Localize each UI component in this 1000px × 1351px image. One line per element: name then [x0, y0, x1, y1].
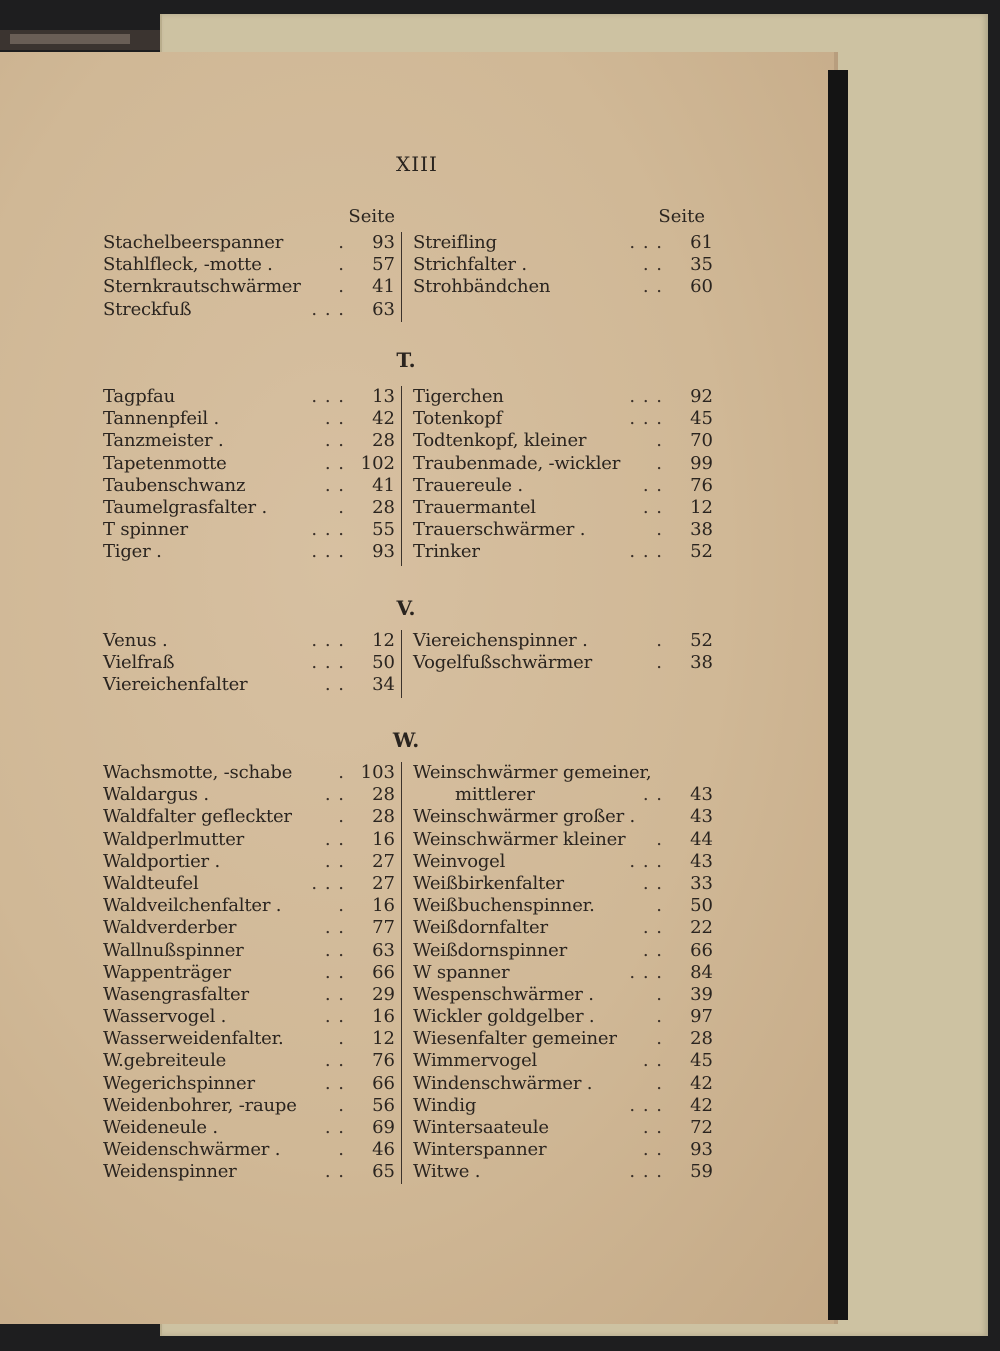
- entry-page-number: 43: [690, 850, 713, 872]
- entry-leader-dots: .: [338, 1139, 345, 1161]
- entry-name: Waldfalter gefleckter: [103, 806, 292, 828]
- entry-page-number: 77: [372, 917, 395, 939]
- index-entry: [103, 630, 395, 652]
- section-s-left-column: [103, 232, 395, 321]
- entry-page-number: 93: [690, 1139, 713, 1161]
- index-entry: [103, 829, 395, 851]
- entry-leader-dots: .: [656, 652, 663, 674]
- section-letter-v: V.: [396, 596, 416, 620]
- entry-leader-dots: .: [656, 519, 663, 541]
- index-entry: [413, 962, 713, 984]
- entry-leader-dots: .: [656, 895, 663, 917]
- entry-page-number: 28: [372, 806, 395, 828]
- index-entry: [103, 475, 395, 497]
- entry-leader-dots: .: [338, 762, 345, 783]
- index-entry: [103, 408, 395, 430]
- entry-page-number: 27: [372, 850, 395, 872]
- entry-leader-dots: .: [338, 1028, 345, 1050]
- entry-leader-dots: . .: [324, 917, 345, 939]
- entry-page-number: 66: [372, 1072, 395, 1094]
- entry-leader-dots: . . .: [311, 298, 345, 320]
- entry-page-number: 45: [690, 408, 713, 430]
- index-entry: [103, 806, 395, 828]
- section-w-left-column: [103, 762, 395, 1184]
- entry-leader-dots: . .: [324, 1050, 345, 1072]
- entry-name: Tiger .: [103, 541, 162, 563]
- entry-leader-dots: .: [656, 983, 663, 1005]
- entry-page-number: 28: [372, 784, 395, 806]
- entry-name: Wachsmotte, -schabe: [103, 762, 293, 783]
- entry-page-number: 28: [690, 1028, 713, 1050]
- entry-page-number: 35: [690, 254, 713, 276]
- entry-page-number: 34: [372, 674, 395, 696]
- index-entry: [413, 1050, 713, 1072]
- column-divider: [401, 630, 402, 698]
- entry-page-number: 12: [690, 496, 713, 518]
- index-entry: [103, 1095, 395, 1117]
- index-entry: [413, 917, 713, 939]
- entry-leader-dots: .: [656, 452, 663, 474]
- entry-name: Wappenträger: [103, 961, 231, 983]
- entry-page-number: 70: [690, 430, 713, 452]
- index-entry: [413, 762, 713, 784]
- index-entry: [103, 674, 395, 696]
- entry-page-number: 61: [690, 232, 713, 253]
- entry-page-number: 16: [372, 1006, 395, 1028]
- entry-name: Sternkrautschwärmer: [103, 276, 301, 298]
- entry-name: Weinvogel: [413, 850, 506, 872]
- entry-leader-dots: . . .: [311, 652, 345, 674]
- entry-name: Viereichenspinner .: [413, 630, 588, 651]
- entry-page-number: 84: [690, 961, 713, 983]
- entry-leader-dots: . .: [642, 939, 663, 961]
- index-entry: [103, 430, 395, 452]
- index-entry: [413, 806, 713, 828]
- entry-page-number: 93: [372, 232, 395, 253]
- entry-leader-dots: . .: [642, 254, 663, 276]
- index-entry: [103, 784, 395, 806]
- entry-page-number: 42: [690, 1072, 713, 1094]
- entry-name: Weidenschwärmer .: [103, 1139, 281, 1161]
- entry-name: Weinschwärmer großer .: [413, 806, 636, 828]
- seite-header-left: Seite: [348, 206, 395, 227]
- index-entry: [103, 1006, 395, 1028]
- entry-name: Wasserweidenfalter.: [103, 1028, 284, 1050]
- index-entry: [103, 497, 395, 519]
- section-t-left-column: [103, 386, 395, 564]
- index-entry: [103, 519, 395, 541]
- entry-name: Weißdornfalter: [413, 917, 548, 939]
- entry-name: Weißbuchenspinner.: [413, 895, 595, 917]
- entry-name: Windig: [413, 1094, 477, 1116]
- entry-name: Witwe .: [413, 1161, 481, 1183]
- entry-leader-dots: .: [656, 1006, 663, 1028]
- entry-name: Traubenmade, -wickler: [413, 452, 621, 474]
- section-s-right-column: [413, 232, 713, 299]
- entry-leader-dots: . .: [642, 917, 663, 939]
- entry-page-number: 69: [372, 1117, 395, 1138]
- index-entry: [103, 1073, 395, 1095]
- entry-page-number: 38: [690, 519, 713, 541]
- index-entry: [103, 299, 395, 321]
- entry-leader-dots: . .: [324, 828, 345, 850]
- index-entry: [103, 1050, 395, 1072]
- entry-page-number: 12: [372, 630, 395, 651]
- entry-page-number: 45: [690, 1050, 713, 1072]
- entry-name: Trinker: [413, 541, 480, 563]
- entry-page-number: 92: [690, 386, 713, 407]
- entry-leader-dots: . .: [642, 474, 663, 496]
- entry-leader-dots: .: [656, 1028, 663, 1050]
- entry-leader-dots: .: [656, 828, 663, 850]
- entry-leader-dots: . . .: [311, 386, 345, 407]
- entry-leader-dots: . .: [324, 939, 345, 961]
- section-t-right-column: [413, 386, 713, 564]
- entry-leader-dots: .: [656, 630, 663, 651]
- index-entry: [413, 630, 713, 652]
- entry-page-number: 97: [690, 1006, 713, 1028]
- entry-page-number: 72: [690, 1117, 713, 1138]
- entry-name: Venus .: [103, 630, 168, 651]
- entry-name: Wimmervogel: [413, 1050, 538, 1072]
- entry-page-number: 38: [690, 652, 713, 674]
- entry-name: Totenkopf: [413, 408, 503, 430]
- index-entry: [413, 984, 713, 1006]
- entry-page-number: 44: [690, 828, 713, 850]
- entry-page-number: 93: [372, 541, 395, 563]
- index-entry: [413, 873, 713, 895]
- entry-name: Vogelfußschwärmer: [413, 652, 592, 674]
- entry-leader-dots: . . .: [629, 232, 663, 253]
- entry-name: Weinschwärmer gemeiner,: [413, 762, 652, 783]
- entry-page-number: 102: [360, 452, 395, 474]
- index-entry: [413, 541, 713, 563]
- column-divider: [401, 762, 402, 1184]
- index-entry: [413, 453, 713, 475]
- entry-leader-dots: . .: [642, 496, 663, 518]
- entry-leader-dots: . . .: [311, 519, 345, 541]
- entry-leader-dots: . . .: [311, 630, 345, 651]
- entry-leader-dots: . .: [642, 1050, 663, 1072]
- index-entry: [413, 475, 713, 497]
- entry-page-number: 50: [372, 652, 395, 674]
- entry-name: Weißdornspinner: [413, 939, 567, 961]
- index-entry: [103, 276, 395, 298]
- entry-page-number: 13: [372, 386, 395, 407]
- entry-name: Vielfraß: [103, 652, 175, 674]
- index-entry: [413, 386, 713, 408]
- index-entry: [413, 1006, 713, 1028]
- index-entry: [103, 1117, 395, 1139]
- entry-leader-dots: . . .: [629, 386, 663, 407]
- index-entry: [103, 386, 395, 408]
- entry-page-number: 43: [690, 806, 713, 828]
- entry-name: Windenschwärmer .: [413, 1072, 593, 1094]
- entry-page-number: 16: [372, 828, 395, 850]
- entry-leader-dots: . .: [324, 1117, 345, 1138]
- page-number: XIII: [396, 152, 438, 176]
- index-entry: [413, 430, 713, 452]
- entry-name: Streifling: [413, 232, 497, 253]
- entry-page-number: 59: [690, 1161, 713, 1183]
- index-entry: [413, 408, 713, 430]
- entry-name: Waldargus .: [103, 784, 209, 806]
- entry-page-number: 60: [690, 276, 713, 298]
- entry-name: Tigerchen: [413, 386, 504, 407]
- entry-page-number: 65: [372, 1161, 395, 1183]
- index-entry: [413, 829, 713, 851]
- entry-name: Wiesenfalter gemeiner: [413, 1028, 617, 1050]
- entry-leader-dots: . .: [324, 1006, 345, 1028]
- entry-name: Wintersaateule: [413, 1117, 549, 1138]
- index-entry: [103, 984, 395, 1006]
- entry-name: Winterspanner: [413, 1139, 547, 1161]
- entry-leader-dots: . . .: [629, 850, 663, 872]
- entry-leader-dots: . . .: [311, 872, 345, 894]
- index-entry: [103, 895, 395, 917]
- entry-page-number: 76: [690, 474, 713, 496]
- entry-name: Tagpfau: [103, 386, 175, 407]
- entry-leader-dots: . .: [324, 452, 345, 474]
- entry-page-number: 57: [372, 254, 395, 276]
- entry-page-number: 52: [690, 541, 713, 563]
- index-entry: [413, 784, 713, 806]
- section-v-left-column: [103, 630, 395, 697]
- entry-leader-dots: .: [338, 232, 345, 253]
- entry-name: W spanner: [413, 961, 510, 983]
- entry-leader-dots: . .: [642, 1117, 663, 1138]
- entry-page-number: 42: [690, 1094, 713, 1116]
- entry-page-number: 56: [372, 1094, 395, 1116]
- index-entry: [413, 851, 713, 873]
- index-entry: [103, 917, 395, 939]
- entry-leader-dots: . . .: [311, 541, 345, 563]
- section-v-right-column: [413, 630, 713, 674]
- index-entry: [103, 940, 395, 962]
- entry-name: Tannenpfeil .: [103, 408, 219, 430]
- section-w-right-column: [413, 762, 713, 1184]
- entry-leader-dots: .: [338, 254, 345, 276]
- entry-name: Wespenschwärmer .: [413, 983, 594, 1005]
- entry-leader-dots: . .: [324, 983, 345, 1005]
- entry-name: Tapetenmotte: [103, 452, 227, 474]
- entry-name: Waldveilchenfalter .: [103, 895, 282, 917]
- index-entry: [413, 1117, 713, 1139]
- index-entry: [413, 895, 713, 917]
- index-entry: [103, 652, 395, 674]
- entry-name: Viereichenfalter: [103, 674, 248, 696]
- entry-leader-dots: . . .: [629, 961, 663, 983]
- entry-page-number: 22: [690, 917, 713, 939]
- entry-leader-dots: . .: [324, 430, 345, 452]
- entry-page-number: 66: [690, 939, 713, 961]
- index-entry: [413, 1073, 713, 1095]
- entry-leader-dots: . .: [324, 408, 345, 430]
- entry-page-number: 43: [690, 784, 713, 806]
- entry-leader-dots: . .: [324, 1161, 345, 1183]
- column-divider: [401, 386, 402, 566]
- index-entry: [103, 1139, 395, 1161]
- entry-name: Trauereule .: [413, 474, 523, 496]
- entry-page-number: 29: [372, 983, 395, 1005]
- entry-name: Stahlfleck, -motte .: [103, 254, 273, 276]
- index-entry: [413, 276, 713, 298]
- entry-name: Wickler goldgelber .: [413, 1006, 595, 1028]
- entry-leader-dots: .: [338, 496, 345, 518]
- index-entry: [103, 873, 395, 895]
- entry-name: Streckfuß: [103, 298, 192, 320]
- page-edge-shadow: [828, 70, 848, 1320]
- index-entry: [103, 851, 395, 873]
- entry-leader-dots: . .: [324, 850, 345, 872]
- entry-page-number: 50: [690, 895, 713, 917]
- section-letter-w: W.: [392, 728, 420, 752]
- entry-leader-dots: . .: [642, 1139, 663, 1161]
- entry-page-number: 28: [372, 430, 395, 452]
- section-letter-t: T.: [396, 348, 416, 372]
- entry-name: Trauerschwärmer .: [413, 519, 586, 541]
- entry-page-number: 76: [372, 1050, 395, 1072]
- entry-leader-dots: . .: [324, 474, 345, 496]
- index-entry: [413, 1139, 713, 1161]
- entry-leader-dots: . .: [324, 674, 345, 696]
- index-entry: [413, 232, 713, 254]
- entry-name: Waldteufel: [103, 872, 199, 894]
- entry-name: T spinner: [103, 519, 188, 541]
- entry-page-number: 66: [372, 961, 395, 983]
- entry-leader-dots: . .: [324, 1072, 345, 1094]
- index-entry: [413, 652, 713, 674]
- entry-leader-dots: . . .: [629, 1094, 663, 1116]
- entry-page-number: 39: [690, 983, 713, 1005]
- entry-page-number: 42: [372, 408, 395, 430]
- index-entry: [413, 254, 713, 276]
- entry-name: Todtenkopf, kleiner: [413, 430, 587, 452]
- entry-leader-dots: .: [338, 1094, 345, 1116]
- entry-page-number: 41: [372, 474, 395, 496]
- index-entry: [103, 541, 395, 563]
- entry-page-number: 63: [372, 939, 395, 961]
- entry-name: Weidenbohrer, -raupe: [103, 1094, 297, 1116]
- entry-leader-dots: .: [656, 1072, 663, 1094]
- entry-page-number: 16: [372, 895, 395, 917]
- index-entry: [413, 1095, 713, 1117]
- entry-name: Strohbändchen: [413, 276, 551, 298]
- index-entry: [103, 962, 395, 984]
- index-entry: [103, 1028, 395, 1050]
- entry-page-number: 46: [372, 1139, 395, 1161]
- entry-page-number: 33: [690, 872, 713, 894]
- entry-leader-dots: .: [338, 276, 345, 298]
- entry-name: W.gebreiteule: [103, 1050, 227, 1072]
- entry-name: Taubenschwanz: [103, 474, 246, 496]
- entry-name: Tanzmeister .: [103, 430, 224, 452]
- entry-leader-dots: . . .: [629, 1161, 663, 1183]
- entry-leader-dots: . . .: [629, 408, 663, 430]
- entry-page-number: 41: [372, 276, 395, 298]
- entry-leader-dots: .: [656, 430, 663, 452]
- column-divider: [401, 232, 402, 322]
- index-entry: [413, 497, 713, 519]
- index-entry: [103, 254, 395, 276]
- index-entry: [103, 762, 395, 784]
- entry-name: Stachelbeerspanner: [103, 232, 284, 253]
- entry-leader-dots: . .: [642, 276, 663, 298]
- index-entry: [413, 940, 713, 962]
- entry-page-number: 12: [372, 1028, 395, 1050]
- entry-leader-dots: . . .: [629, 541, 663, 563]
- entry-name: Trauermantel: [413, 496, 536, 518]
- index-entry: [413, 519, 713, 541]
- entry-page-number: 103: [360, 762, 395, 783]
- index-entry: [413, 1161, 713, 1183]
- entry-leader-dots: . .: [642, 784, 663, 806]
- entry-page-number: 52: [690, 630, 713, 651]
- entry-name: Wegerichspinner: [103, 1072, 255, 1094]
- book-edge-highlight: [10, 34, 130, 44]
- entry-page-number: 63: [372, 298, 395, 320]
- index-page: [0, 52, 834, 1324]
- entry-leader-dots: .: [338, 895, 345, 917]
- entry-page-number: 28: [372, 496, 395, 518]
- entry-leader-dots: . .: [642, 872, 663, 894]
- index-entry: [103, 232, 395, 254]
- entry-page-number: 55: [372, 519, 395, 541]
- entry-page-number: 99: [690, 452, 713, 474]
- entry-name: Wasengrasfalter: [103, 983, 249, 1005]
- entry-name: Waldverderber: [103, 917, 237, 939]
- entry-name: Waldperlmutter: [103, 828, 245, 850]
- entry-page-number: 27: [372, 872, 395, 894]
- entry-leader-dots: .: [338, 806, 345, 828]
- entry-name: Wasservogel .: [103, 1006, 227, 1028]
- entry-name: Weideneule .: [103, 1117, 218, 1138]
- index-entry: [413, 1028, 713, 1050]
- entry-leader-dots: . .: [324, 961, 345, 983]
- entry-name: Taumelgrasfalter .: [103, 496, 267, 518]
- entry-name: mittlerer: [455, 784, 535, 806]
- index-entry: [103, 1161, 395, 1183]
- entry-name: Weinschwärmer kleiner: [413, 828, 626, 850]
- entry-name: Strichfalter .: [413, 254, 527, 276]
- seite-header-right: Seite: [658, 206, 705, 227]
- entry-name: Weißbirkenfalter: [413, 872, 564, 894]
- entry-name: Wallnußspinner: [103, 939, 244, 961]
- index-entry: [103, 453, 395, 475]
- entry-name: Weidenspinner: [103, 1161, 237, 1183]
- entry-leader-dots: . .: [324, 784, 345, 806]
- entry-name: Waldportier .: [103, 850, 221, 872]
